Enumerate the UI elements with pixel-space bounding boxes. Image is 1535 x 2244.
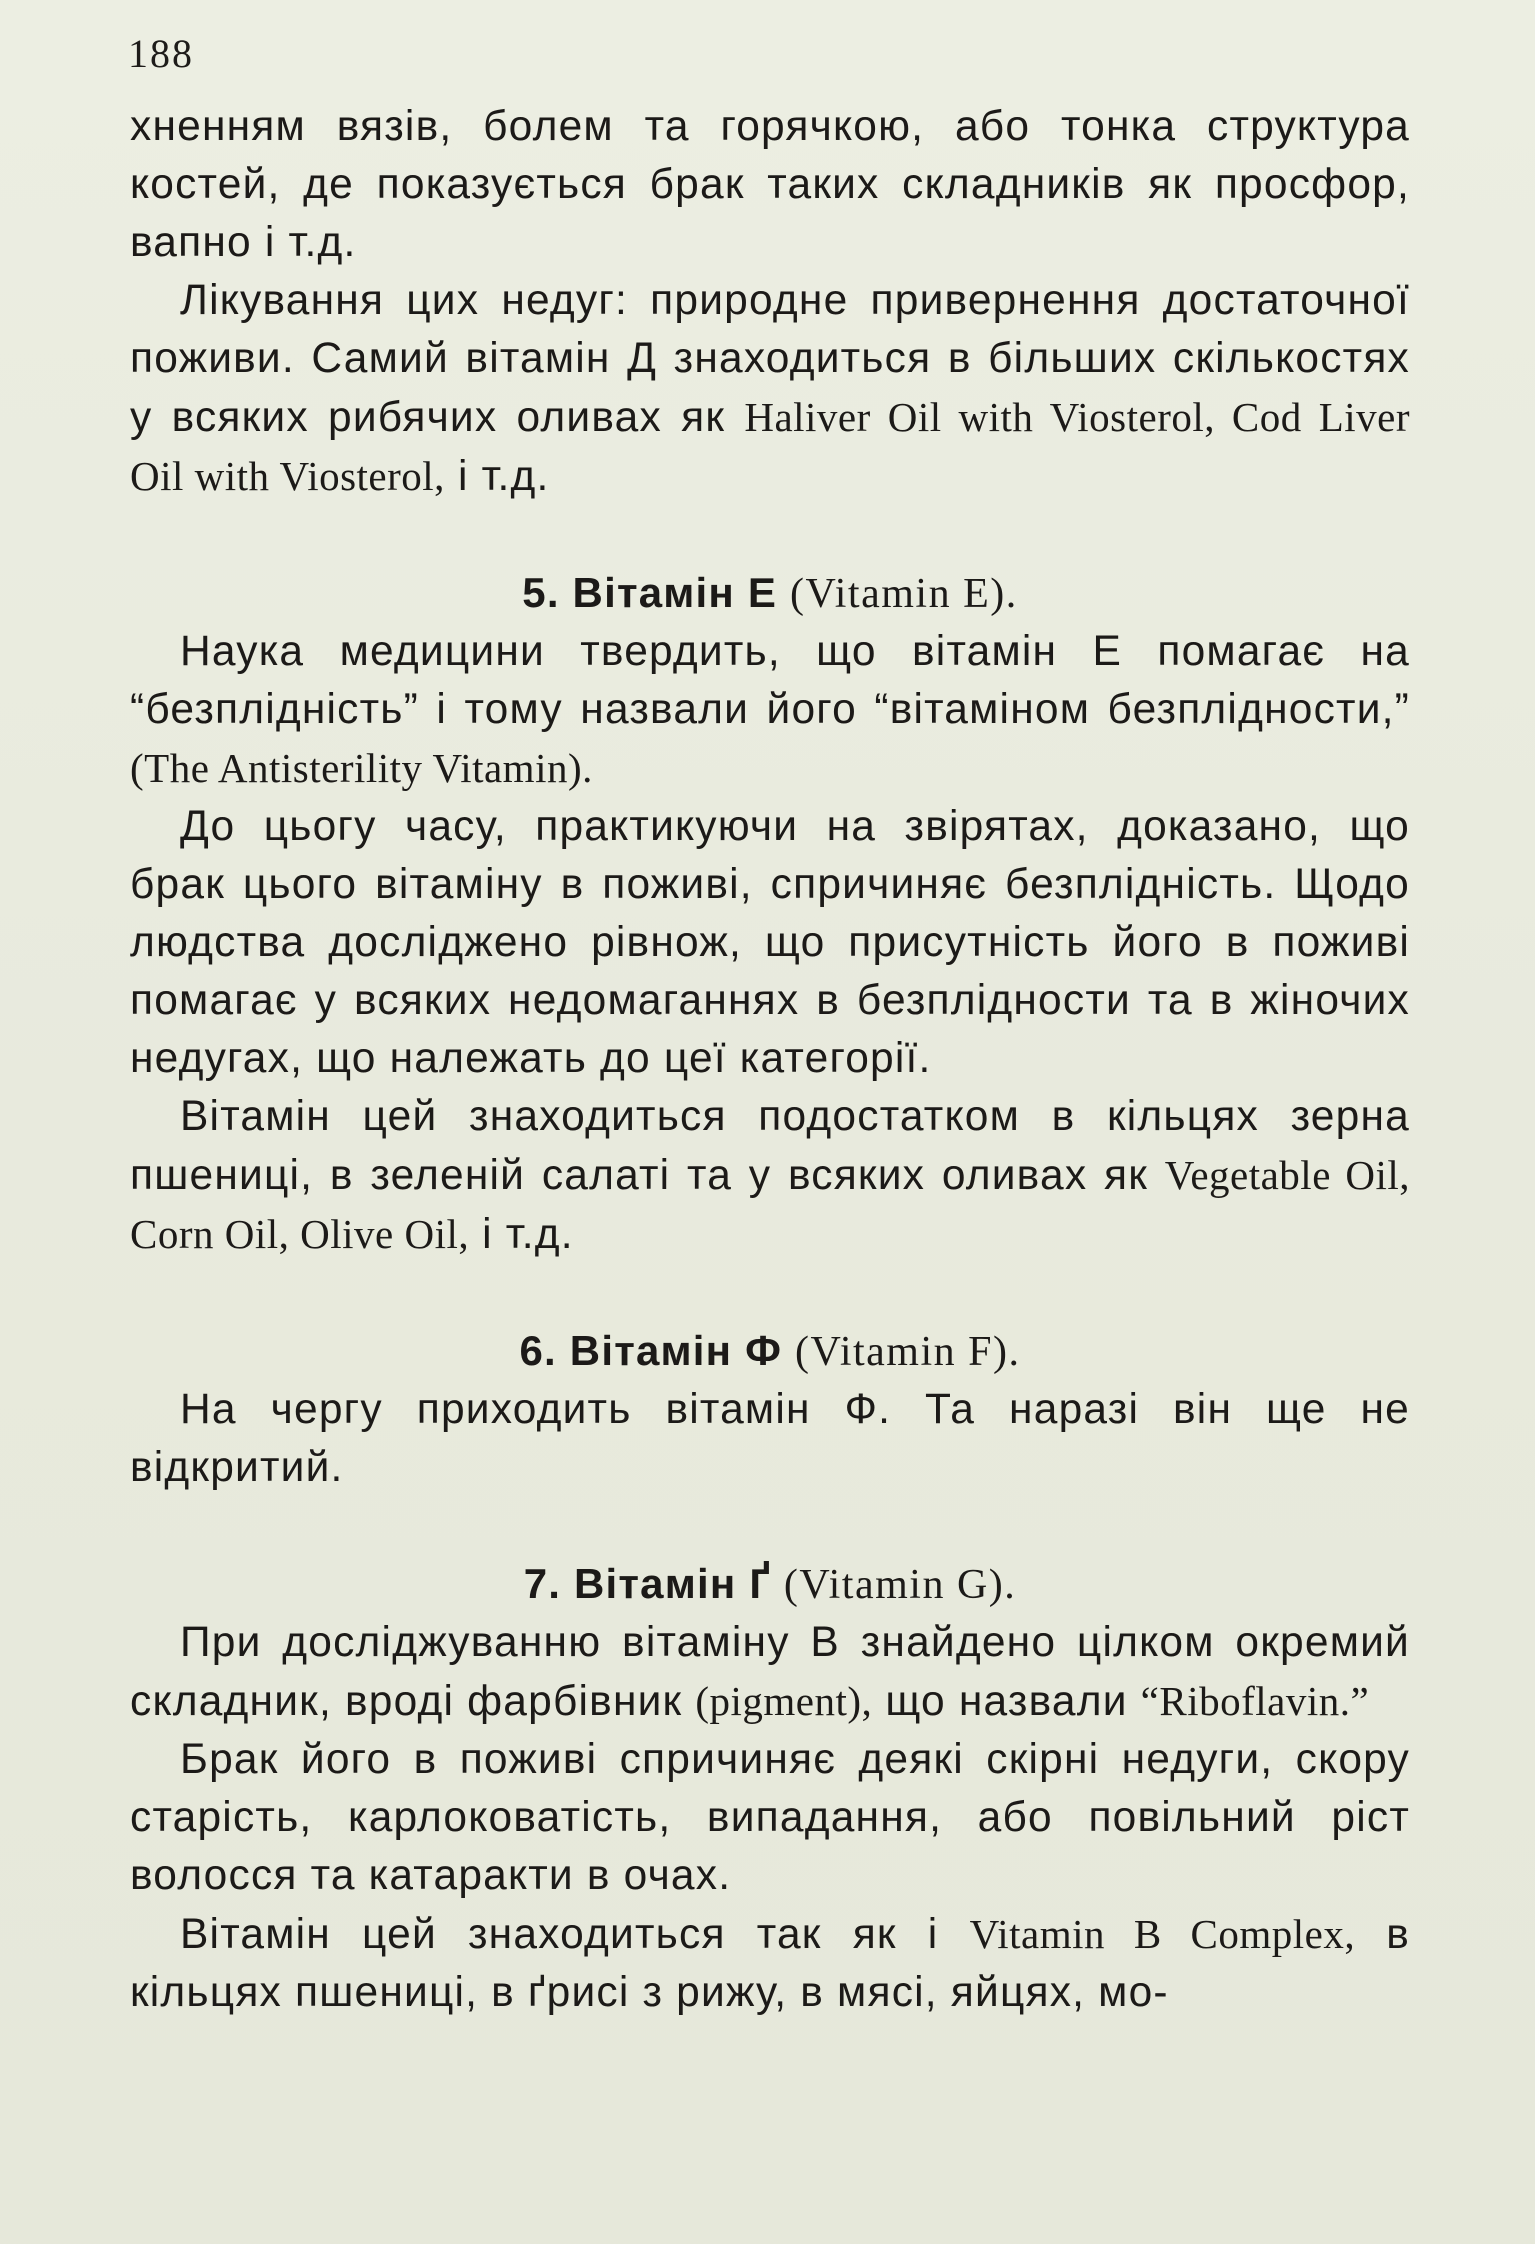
page-number: 188	[128, 31, 194, 76]
latin-oil-names: Vegetable Oil, Corn Oil, Olive Oil,	[130, 1152, 1410, 1257]
paragraph-text: На чергу приходить вітамін Ф. Та наразі він ще не відкритий.	[130, 1386, 1410, 1491]
paragraph-text-end: в кільцях пшениці, в ґрисі з рижу, в мясі, яйцях, мо-	[130, 1911, 1410, 2016]
paragraph-vitamin-f	[130, 1381, 1410, 1497]
section-spacer	[130, 1264, 1410, 1322]
paragraph-text: При досліджуванню вітаміну В знайдено цілком окремий складник, вроді фарбівник	[130, 1619, 1410, 1725]
paragraph-vitamin-g-sources	[130, 1905, 1410, 2022]
page-body	[130, 98, 1410, 2022]
heading-vitamin-e	[130, 564, 1410, 623]
paragraph-text: Вітамін цей знаходиться так як і	[180, 1911, 939, 1958]
latin-oil-names: Haliver Oil with Viosterol, Cod Liver Oil with Viosterol,	[130, 394, 1410, 499]
latin-pigment: (pigment),	[695, 1678, 873, 1724]
paragraph-text: Наука медицини твердить, що вітамін Е помагає на “безплідність” і тому назвали його “вітаміном безплідности,”	[130, 628, 1410, 733]
paragraph-text: Вітамін цей знаходиться подостатком в кільцях зерна пшениці, в зеленій салаті та у всяких оливах як	[130, 1093, 1410, 1199]
heading-latin: (Vitamin F).	[795, 1329, 1021, 1375]
paragraph-text-end: і т.д.	[482, 1211, 574, 1258]
paragraph-vitamin-e-intro	[130, 623, 1410, 798]
paragraph-text: хненням вязів, болем та горячкою, або тонка структура костей, де показується брак таких складників як просфор, вапно і т.д.	[130, 103, 1410, 266]
latin-vitamin-b-complex: Vitamin B Complex,	[969, 1911, 1356, 1957]
paragraph-vitamin-g-deficiency	[130, 1731, 1410, 1905]
latin-antisterility: (The Antisterility Vitamin).	[130, 745, 593, 791]
paragraph-treatment	[130, 272, 1410, 506]
heading-vitamin-g	[130, 1555, 1410, 1614]
paragraph-text: Брак його в поживі спричиняє деякі скірні недуги, скору старість, карлоковатість, випадання, або повільний ріст волосся та катаракти в очах.	[130, 1736, 1410, 1899]
heading-vitamin-f	[130, 1322, 1410, 1381]
heading-title: 5. Вітамін Е	[522, 569, 778, 616]
section-spacer	[130, 1497, 1410, 1555]
latin-riboflavin: “Riboflavin.”	[1140, 1678, 1370, 1724]
paragraph-continuation	[130, 98, 1410, 272]
paragraph-text: До цьогу часу, практикуючи на звірятах, доказано, що брак цього вітаміну в поживі, спричиняє безплідність. Щодо людства досліджено рівнож, що присутність його в поживі помагає у всяких недомаганнях в безплідности та в жіночих недугах, що належать до цеї категорії.	[130, 803, 1410, 1082]
paragraph-text: Лікування цих недуг: природне привернення достаточної поживи. Самий вітамін Д знаходиться в більших скількостях у всяких рибячих оливах як	[130, 277, 1410, 441]
paragraph-vitamin-e-research	[130, 798, 1410, 1088]
paragraph-vitamin-g-intro	[130, 1614, 1410, 1731]
section-spacer	[130, 506, 1410, 564]
paragraph-text-mid: що назвали	[885, 1678, 1128, 1725]
heading-latin: (Vitamin G).	[783, 1562, 1017, 1608]
paragraph-text-end: і т.д.	[457, 453, 550, 500]
heading-title: 6. Вітамін Ф	[519, 1327, 783, 1374]
paragraph-vitamin-e-sources	[130, 1088, 1410, 1264]
heading-latin: (Vitamin E).	[789, 571, 1018, 617]
heading-title: 7. Вітамін Ґ	[523, 1560, 771, 1607]
